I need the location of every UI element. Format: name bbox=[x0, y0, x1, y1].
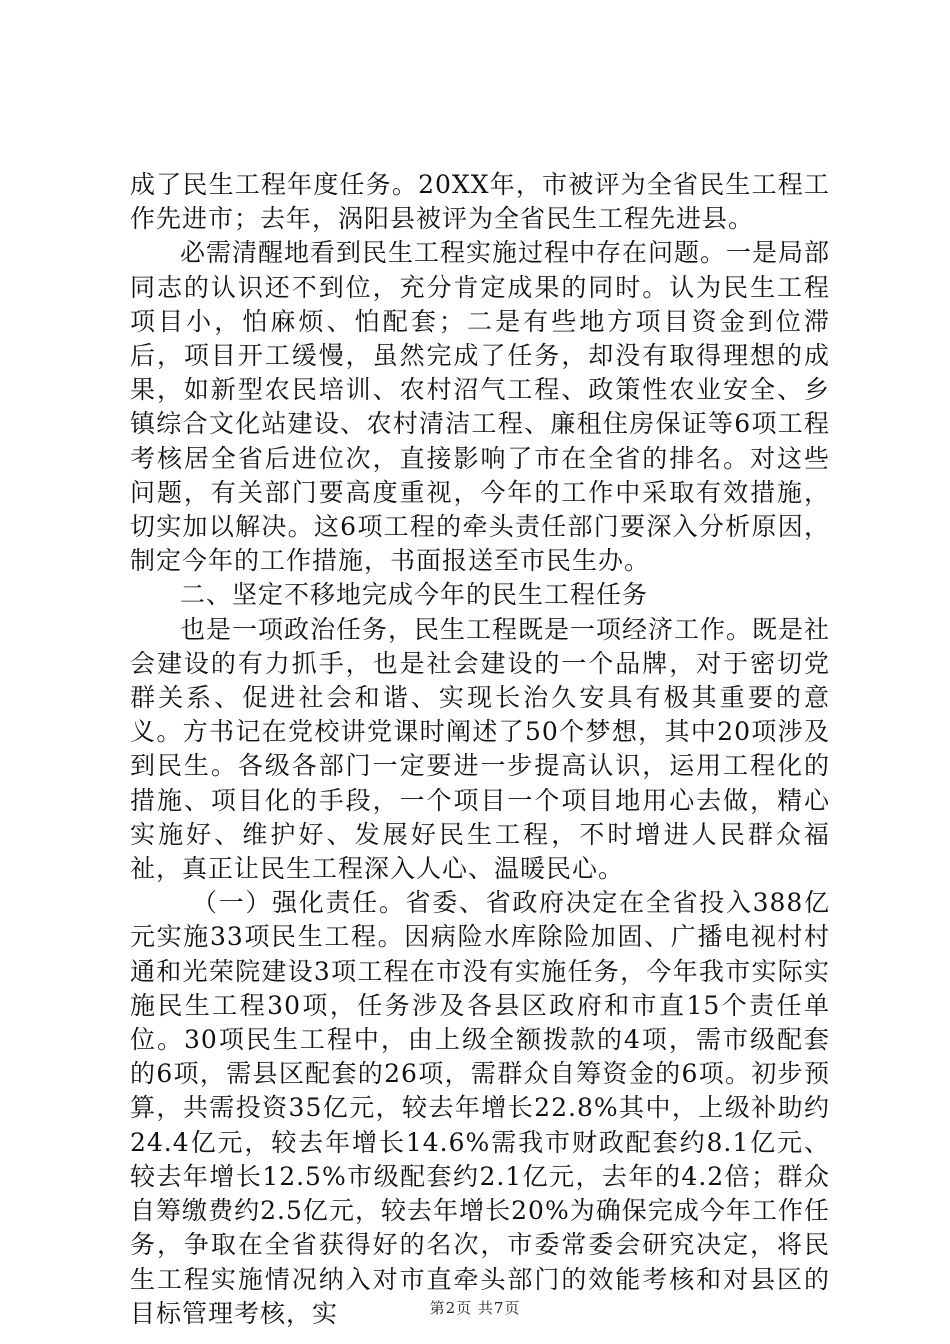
paragraph-4: （一）强化责任。省委、省政府决定在全省投入388亿元实施33项民生工程。因病险水库除险加固、广播电视村村通和光荣院建设3项工程在市没有实施任务，今年我市实际实施民生工程30项，任务涉及各县区政府和市直15个责任单位。30项民生工程中，由上级全额拨款的4项，需市级配套的6项，需县区配套的26项，需群众自筹资金的6项。初步预算，共需投资35亿元，较去年增长22.8%其中，上级补助约24.4亿元，较去年增长14.6%需我市财政配套约8.1亿元、较去年增长12.5%市级配套约2.1亿元，去年的4.2倍；群众自筹缴费约2.5亿元，较去年增长20%为确保完成今年工作任务，争取在全省获得好的名次，市委常委会研究决定，将民生工程实施情况纳入对市直牵头部门的效能考核和对县区的目标管理考核，实 bbox=[130, 888, 830, 1328]
document-body bbox=[130, 168, 830, 1331]
paragraph-2: 必需清醒地看到民生工程实施过程中存在问题。一是局部同志的认识还不到位，充分肯定成果的同时。认为民生工程项目小，怕麻烦、怕配套；二是有些地方项目资金到位滞后，项目开工缓慢，虽然完成了任务，却没有取得理想的成果，如新型农民培训、农村沼气工程、政策性农业安全、乡镇综合文化站建设、农村清洁工程、廉租住房保证等6项工程考核居全省后进位次，直接影响了市在全省的排名。对这些问题，有关部门要高度重视，今年的工作中采取有效措施，切实加以解决。这6项工程的牵头责任部门要深入分析原因，制定今年的工作措施，书面报送至市民生办。 bbox=[130, 238, 831, 576]
section-heading: 二、坚定不移地完成今年的民生工程任务 bbox=[180, 580, 649, 610]
paragraph-3: 也是一项政治任务，民生工程既是一项经济工作。既是社会建设的有力抓手，也是社会建设的一个品牌，对于密切党群关系、促进社会和谐、实现长治久安具有极其重要的意义。方书记在党校讲党课时阐述了50个梦想，其中20项涉及到民生。各级各部门一定要进一步提高认识，运用工程化的措施、项目化的手段，一个项目一个项目地用心去做，精心实施好、维护好、发展好民生工程，不时增进人民群众福祉，真正让民生工程深入人心、温暖民心。 bbox=[130, 614, 831, 884]
paragraph-1: 成了民生工程年度任务。20XX年，市被评为全省民生工程工作先进市；去年，涡阳县被评为全省民生工程先进县。 bbox=[130, 170, 830, 234]
page-footer: 第2页 共7页 bbox=[429, 1299, 521, 1317]
